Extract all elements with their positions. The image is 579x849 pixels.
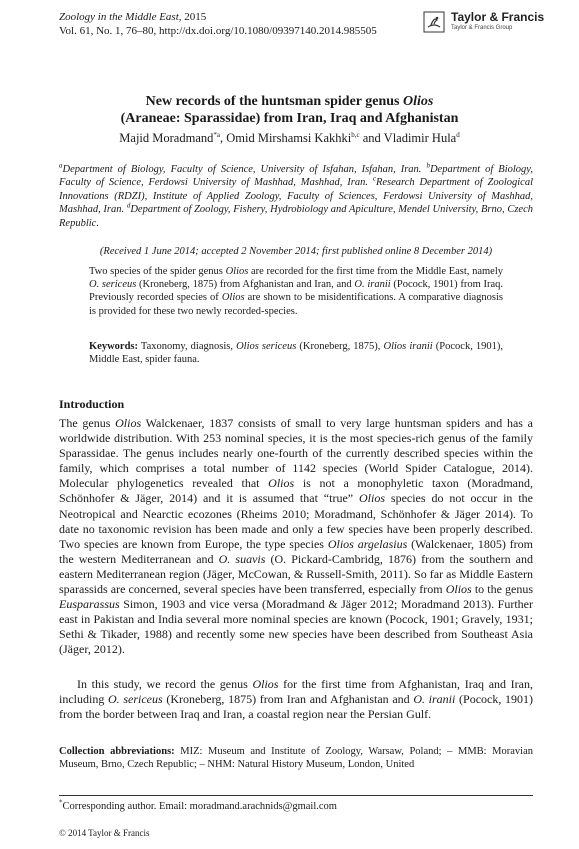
footnote-divider — [59, 795, 533, 796]
body-text: (Pocock, 1901) from the border between Iraq and Iran, a coastal region near the Persian Gulf. — [59, 692, 534, 722]
collection-label: Collection abbreviations: — [59, 746, 175, 757]
body-text: Walckenaer, 1837 consists of small to very large huntsman spiders and has a worldwide distribution. With 253 nominal species, it is the most species-rich genus of the family Sparassidae. The genus includes nearly one-fourth of the currently described species within the family, which comprises a total number of 1142 species (World Spider Catalogue, 2014). Molecular phylogenetics revealed that — [59, 416, 534, 491]
keywords-taxon: Olios iranii — [383, 341, 433, 352]
received-dates: (Received 1 June 2014; accepted 2 November 2014; first published online 8 December 2014) — [99, 246, 493, 257]
affiliations — [59, 163, 533, 230]
taxon-name: O. iranii — [413, 692, 456, 707]
taxon-name: Olios — [359, 491, 386, 506]
footnote-mark: * — [59, 798, 63, 807]
section-heading-introduction: Introduction — [59, 397, 125, 411]
affil-d: Department of Zoology, Fishery, Hydrobiology and Apiculture, Mendel University, Brno, Czech Republic. — [59, 204, 533, 229]
abstract-taxon: O. iranii — [354, 279, 391, 291]
taxon-name: Olios — [268, 476, 295, 491]
affil-c: Research Department of Zoological Innovations (RDZI), Institute of Applied Zoology, Faculty of Sciences, Ferdowsi University of Mashhad, Mashhad, Iran. — [59, 177, 533, 216]
body-text: In this study, we record the genus — [77, 677, 253, 691]
affil-d-sup: d — [126, 201, 131, 210]
collection-abbreviations — [59, 745, 533, 771]
publisher-name: Taylor & Francis — [451, 10, 545, 24]
publisher-logo — [423, 10, 543, 36]
taxon-name: Olios — [115, 416, 142, 430]
author-1-sup: *a — [213, 130, 220, 139]
journal-name: Zoology in the Middle East, — [59, 11, 182, 23]
author-2: , Omid Mirshamsi Kakhki — [219, 131, 352, 145]
taxon-name: O. suavis — [218, 551, 266, 566]
volume-doi[interactable]: Vol. 61, No. 1, 76–80, http://dx.doi.org/10.1080/09397140.2014.985505 — [59, 25, 377, 37]
taxon-name: Olios argelasius — [327, 536, 408, 551]
publisher-group: Taylor & Francis Group — [451, 25, 513, 31]
title-line-2: (Araneae: Sparassidae) from Iran, Iraq and Afghanistan — [120, 111, 459, 126]
keywords-text: Taxonomy, diagnosis, — [138, 341, 237, 352]
abstract-taxon: O. sericeus — [89, 279, 137, 291]
body-text: for the first time from Afghanistan, Iraq and Iran, including — [59, 677, 533, 707]
affil-a-sup: a — [59, 161, 63, 170]
body-text: The genus — [59, 416, 116, 430]
affil-c-sup: c — [372, 174, 376, 183]
abstract-text: are shown to be misidentifications. A comparative diagnosis is provided for these two newly recorded-species. — [89, 292, 503, 317]
taxon-name: Eusparassus — [59, 597, 120, 612]
taxon-name: O. sericeus — [108, 692, 163, 707]
author-1: Majid Moradmand — [119, 131, 214, 145]
author-2-sup: b,c — [351, 130, 360, 139]
keywords-taxon: Olios sericeus — [236, 341, 297, 352]
title-genus: Olios — [403, 94, 434, 109]
corresponding-author-email[interactable]: Corresponding author. Email: moradmand.arachnids@gmail.com — [62, 801, 337, 812]
intro-paragraph-1 — [59, 416, 533, 658]
affil-a: Department of Biology, Faculty of Science, University of Isfahan, Isfahan, Iran. — [62, 164, 427, 175]
body-text: is not a monophyletic taxon (Moradmand, Schönhofer & Jäger, 2014) and it is assumed that “true” — [59, 476, 534, 506]
intro-paragraph-2 — [59, 677, 533, 722]
body-text: Simon, 1903 and vice versa (Moradmand & Jäger 2012; Moradmand 2013). Further east in Pakistan and India several more nominal species are known (Pocock, 1901; Gravely, 1931; Sethi & Tikader, 1988) and recently some new species have been described from Southeast Asia (Jäger, 2012). — [59, 597, 533, 657]
keywords-label: Keywords: — [89, 341, 138, 352]
footnote — [59, 800, 337, 813]
author-3: and Vladimir Hula — [359, 131, 457, 145]
lamp-icon — [423, 11, 445, 33]
abstract — [89, 265, 503, 318]
keywords-text: (Kroneberg, 1875), — [296, 341, 384, 352]
taxon-name: Olios — [252, 677, 279, 691]
article-title — [40, 93, 539, 127]
copyright: © 2014 Taylor & Francis — [59, 828, 150, 838]
journal-citation — [59, 10, 377, 38]
abstract-text: Two species of the spider genus — [89, 266, 226, 277]
author-3-sup: d — [456, 130, 460, 139]
journal-year: 2015 — [181, 11, 207, 23]
author-list — [40, 131, 539, 146]
abstract-text: (Kroneberg, 1875) from Afghanistan and Iran, and — [136, 279, 355, 291]
title-text: New records of the huntsman spider genus — [145, 94, 403, 109]
affil-b-sup: b — [426, 161, 430, 170]
abstract-taxon: Olios — [221, 292, 245, 304]
abstract-text: (Pocock, 1901) from Iraq. Previously recorded species of — [89, 279, 504, 304]
keywords — [89, 340, 503, 366]
keywords-text: (Pocock, 1901), Middle East, spider fauna. — [89, 341, 504, 366]
body-text: (O. Pickard-Cambridg, 1876) from the southern and eastern Mediterranean region (Jäger, McCowan, & Russell-Smith, 2011). So far as Middle Eastern sparassids are concerned, several species have been transferred, especially from — [59, 551, 533, 597]
abstract-taxon: Olios — [225, 266, 249, 277]
collection-text: MIZ: Museum and Institute of Zoology, Warsaw, Poland; – MMB: Moravian Museum, Brno, Czech Republic; – NHM: Natural History Museum, London, United — [59, 746, 533, 771]
body-text: to the genus — [471, 582, 533, 597]
taxon-name: Olios — [445, 582, 472, 597]
abstract-text: are recorded for the first time from the Middle East, namely — [248, 266, 503, 277]
body-text: (Kroneberg, 1875) from Iran and Afghanistan and — [162, 692, 414, 707]
affil-b: Department of Biology, Faculty of Science, Ferdowsi University of Mashhad, Mashhad, Iran. — [59, 164, 534, 189]
body-text: (Walckenaer, 1805) from the western Mediterranean and — [59, 536, 534, 566]
body-text: species do not occur in the Neotropical and Nearctic ecozones (Rheims 2010; Moradmand, Schönhofer & Jäger 2014). To date no taxonomic revision has been made and only a few species have been properly described. Two species are known from Europe, the type species — [59, 491, 533, 551]
